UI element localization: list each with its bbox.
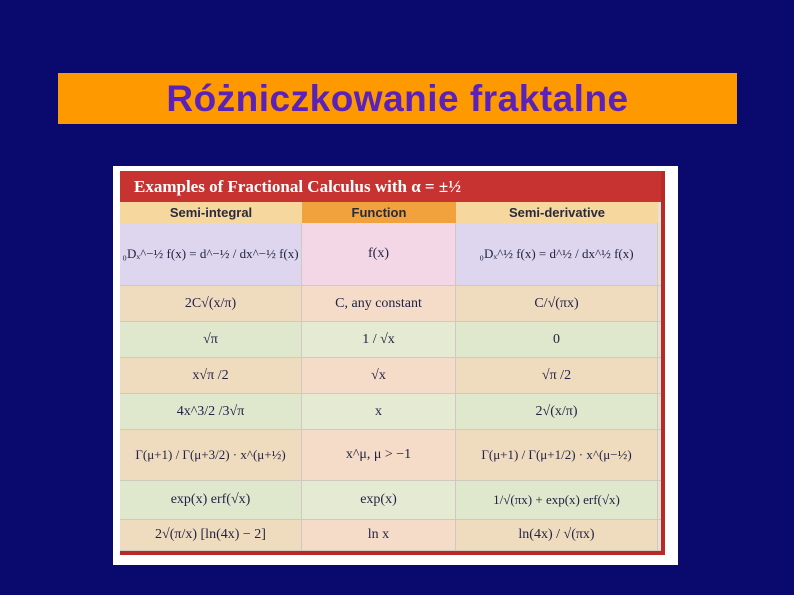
table-cell: 2√(π/x) [ln(4x) − 2] <box>120 520 302 550</box>
table-cell: 2C√(x/π) <box>120 286 302 321</box>
table-cell: exp(x) erf(√x) <box>120 481 302 519</box>
table-cell: C/√(πx) <box>456 286 658 321</box>
table-cell: 0 <box>456 322 658 357</box>
table-cell: √π /2 <box>456 358 658 393</box>
table-cell: √π <box>120 322 302 357</box>
table-row <box>120 322 661 358</box>
table-row <box>120 481 661 520</box>
table-cell: ₀Dₓ^−½ f(x) = d^−½ / dx^−½ f(x) <box>120 223 302 285</box>
table-cell: exp(x) <box>302 481 456 519</box>
table-row <box>120 358 661 394</box>
table-row <box>120 394 661 430</box>
column-header-semi-integral: Semi-integral <box>120 202 302 223</box>
column-header-function: Function <box>302 202 456 223</box>
table-cell: x√π /2 <box>120 358 302 393</box>
table-cell: x^μ, μ > −1 <box>302 430 456 480</box>
table-cell: C, any constant <box>302 286 456 321</box>
table-column-headers <box>120 202 661 223</box>
table-cell: x <box>302 394 456 429</box>
table-body <box>120 223 661 551</box>
table-row <box>120 223 661 286</box>
table-row <box>120 520 661 551</box>
table-cell: ln x <box>302 520 456 550</box>
table-cell: ln(4x) / √(πx) <box>456 520 658 550</box>
fractional-calculus-table <box>120 171 665 555</box>
table-title: Examples of Fractional Calculus with α = ±½ <box>120 171 661 202</box>
table-cell: f(x) <box>302 223 456 285</box>
table-cell: √x <box>302 358 456 393</box>
table-cell: 4x^3/2 /3√π <box>120 394 302 429</box>
table-row <box>120 286 661 322</box>
slide-title: Różniczkowanie fraktalne <box>166 77 629 119</box>
table-cell: Γ(μ+1) / Γ(μ+3/2) · x^(μ+½) <box>120 430 302 480</box>
column-header-semi-derivative: Semi-derivative <box>456 202 658 223</box>
table-image-frame <box>113 166 678 565</box>
table-cell: 1 / √x <box>302 322 456 357</box>
table-cell: ₀Dₓ^½ f(x) = d^½ / dx^½ f(x) <box>456 223 658 285</box>
slide-title-bar <box>58 73 737 124</box>
table-cell: 2√(x/π) <box>456 394 658 429</box>
table-cell: 1/√(πx) + exp(x) erf(√x) <box>456 481 658 519</box>
table-cell: Γ(μ+1) / Γ(μ+1/2) · x^(μ−½) <box>456 430 658 480</box>
table-row <box>120 430 661 481</box>
